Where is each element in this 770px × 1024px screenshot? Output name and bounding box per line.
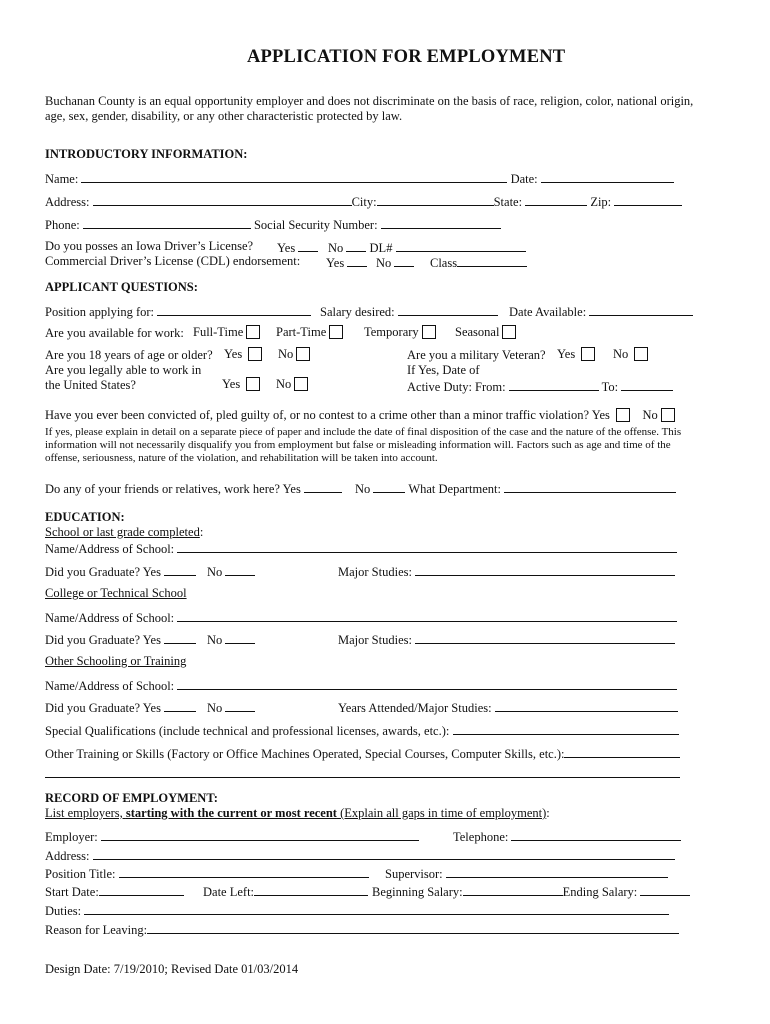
eeo-statement-line-2: age, sex, gender, disability, or any other characteristic protected by law. bbox=[45, 109, 403, 123]
position-field[interactable] bbox=[157, 303, 311, 316]
age-yes-checkbox[interactable] bbox=[248, 347, 262, 361]
date-label: Date: bbox=[510, 172, 538, 186]
ssn-field[interactable] bbox=[381, 216, 501, 229]
position-title-row bbox=[45, 865, 369, 882]
city-label: City: bbox=[351, 195, 377, 209]
school2-major-row bbox=[338, 631, 675, 648]
age-no-option bbox=[278, 347, 310, 362]
zip-label: Zip: bbox=[590, 195, 612, 209]
school2-graduate-label: Did you Graduate? Yes bbox=[45, 633, 161, 647]
school1-name-field[interactable] bbox=[177, 540, 677, 553]
special-qualifications-field[interactable] bbox=[453, 722, 679, 735]
school2-graduate-no-field[interactable] bbox=[225, 631, 255, 644]
active-duty-row bbox=[407, 378, 673, 395]
salary-row bbox=[320, 303, 498, 320]
ssn-label: Social Security Number: bbox=[253, 218, 378, 232]
beginning-salary-label: Beginning Salary: bbox=[372, 885, 463, 899]
age-no-checkbox[interactable] bbox=[296, 347, 310, 361]
school3-years-row bbox=[338, 699, 678, 716]
school3-graduate-row bbox=[45, 699, 196, 716]
relatives-row bbox=[45, 480, 342, 497]
school3-graduate-no-field[interactable] bbox=[225, 699, 255, 712]
ending-salary-label: Ending Salary: bbox=[562, 885, 638, 899]
dl-no-field[interactable] bbox=[346, 239, 366, 252]
legal-yes-label: Yes bbox=[222, 377, 241, 391]
veteran-question: Are you a military Veteran? bbox=[407, 348, 546, 362]
temporary-label: Temporary bbox=[364, 325, 419, 339]
name-label: Name: bbox=[45, 172, 79, 186]
date-left-field[interactable] bbox=[254, 883, 368, 896]
conviction-explain-line-2: information will not necessarily disqualify you from employment but false or misleading information will. Factors such as age and time of the bbox=[45, 439, 671, 451]
full-time-option bbox=[193, 325, 260, 340]
phone-field[interactable] bbox=[83, 216, 251, 229]
veteran-yes-checkbox[interactable] bbox=[581, 347, 595, 361]
school2-no-row bbox=[207, 631, 255, 648]
school1-graduate-row bbox=[45, 563, 196, 580]
availability-label: Are you available for work: bbox=[45, 326, 184, 340]
active-duty-to-field[interactable] bbox=[621, 378, 673, 391]
special-qualifications-label: Special Qualifications (include technical and professional licenses, awards, etc.): bbox=[45, 724, 450, 738]
city-field[interactable] bbox=[377, 193, 494, 206]
school3-no-row bbox=[207, 699, 255, 716]
date-available-label: Date Available: bbox=[509, 305, 587, 319]
school3-years-field[interactable] bbox=[495, 699, 678, 712]
part-time-label: Part-Time bbox=[276, 325, 327, 339]
salary-field[interactable] bbox=[398, 303, 498, 316]
dl-no-label: No bbox=[328, 241, 344, 255]
school1-graduate-no-field[interactable] bbox=[225, 563, 255, 576]
applicant-heading: APPLICANT QUESTIONS: bbox=[45, 280, 198, 294]
seasonal-option bbox=[455, 325, 516, 340]
conviction-question bbox=[45, 408, 675, 423]
position-title-field[interactable] bbox=[119, 865, 369, 878]
duties-field[interactable] bbox=[84, 902, 669, 915]
relatives-no-field[interactable] bbox=[373, 480, 405, 493]
position-row bbox=[45, 303, 311, 320]
cdl-class-option bbox=[430, 254, 527, 271]
employer-field[interactable] bbox=[101, 828, 419, 841]
beginning-salary-row bbox=[372, 883, 690, 900]
school2-name-row bbox=[45, 609, 677, 626]
legal-no-label: No bbox=[276, 377, 292, 391]
active-duty-date-label: If Yes, Date of bbox=[407, 363, 480, 377]
temporary-checkbox[interactable] bbox=[422, 325, 436, 339]
school2-graduate-row bbox=[45, 631, 196, 648]
school1-name-label: Name/Address of School: bbox=[45, 542, 175, 556]
employment-instr-suffix: (Explain all gaps in time of employment) bbox=[336, 806, 547, 820]
employer-address-label: Address: bbox=[45, 849, 90, 863]
school1-no-row bbox=[207, 563, 255, 580]
reason-field[interactable] bbox=[147, 921, 679, 934]
school3-years-label: Years Attended/Major Studies: bbox=[338, 701, 492, 715]
school3-name-field[interactable] bbox=[177, 677, 677, 690]
age-question: Are you 18 years of age or older? bbox=[45, 348, 213, 362]
phone-row bbox=[45, 216, 501, 233]
veteran-no-option bbox=[613, 347, 648, 362]
telephone-row bbox=[453, 828, 681, 845]
zip-field[interactable] bbox=[614, 193, 682, 206]
beginning-salary-field[interactable] bbox=[463, 883, 563, 896]
dl-number-field[interactable] bbox=[396, 239, 526, 252]
full-time-checkbox[interactable] bbox=[246, 325, 260, 339]
date-left-row bbox=[203, 883, 368, 900]
school3-graduate-label: Did you Graduate? Yes bbox=[45, 701, 161, 715]
conviction-question-text: Have you ever been convicted of, pled guilty of, or no contest to a crime other than a minor traffic violation? Yes bbox=[45, 408, 610, 422]
intro-heading: INTRODUCTORY INFORMATION: bbox=[45, 147, 248, 161]
cdl-yes-field[interactable] bbox=[347, 254, 367, 267]
other-training-field[interactable] bbox=[564, 745, 680, 758]
age-no-label: No bbox=[278, 347, 294, 361]
relatives-question: Do any of your friends or relatives, work here? Yes bbox=[45, 482, 301, 496]
name-field[interactable] bbox=[81, 170, 507, 183]
telephone-field[interactable] bbox=[511, 828, 681, 841]
school1-graduate-yes-field[interactable] bbox=[164, 563, 196, 576]
other-training-row bbox=[45, 745, 680, 762]
duties-label: Duties: bbox=[45, 904, 82, 918]
employer-label: Employer: bbox=[45, 830, 98, 844]
employment-heading: RECORD OF EMPLOYMENT: bbox=[45, 791, 218, 805]
seasonal-label: Seasonal bbox=[455, 325, 500, 339]
employer-row bbox=[45, 828, 419, 845]
part-time-checkbox[interactable] bbox=[329, 325, 343, 339]
employment-instr-prefix: List employers, bbox=[45, 806, 126, 820]
cdl-class-field[interactable] bbox=[457, 254, 527, 267]
cdl-no-option bbox=[376, 254, 414, 271]
veteran-no-label: No bbox=[613, 347, 629, 361]
school3-no-label: No bbox=[207, 701, 223, 715]
start-date-field[interactable] bbox=[99, 883, 184, 896]
date-available-field[interactable] bbox=[589, 303, 693, 316]
conviction-yes-checkbox[interactable] bbox=[616, 408, 630, 422]
dl-question: Do you posses an Iowa Driver’s License? bbox=[45, 239, 254, 253]
reason-row bbox=[45, 921, 679, 938]
seasonal-checkbox[interactable] bbox=[502, 325, 516, 339]
education-heading: EDUCATION: bbox=[45, 510, 125, 524]
cdl-no-label: No bbox=[376, 256, 392, 270]
name-row bbox=[45, 170, 674, 187]
school2-name-field[interactable] bbox=[177, 609, 677, 622]
active-duty-from-field[interactable] bbox=[509, 378, 599, 391]
school1-major-field[interactable] bbox=[415, 563, 675, 576]
legal-question-line-2: the United States? bbox=[45, 378, 136, 392]
legal-question-line-1: Are you legally able to work in bbox=[45, 363, 202, 377]
footer-design-date: Design Date: 7/19/2010; Revised Date 01/03/2014 bbox=[45, 962, 299, 976]
cdl-question: Commercial Driver’s License (CDL) endorsement: bbox=[45, 254, 301, 268]
supervisor-field[interactable] bbox=[446, 865, 668, 878]
employer-address-row bbox=[45, 847, 675, 864]
school2-major-field[interactable] bbox=[415, 631, 675, 644]
conviction-explain-line-1: If yes, please explain in detail on a separate piece of paper and include the date of final disposition of the case and the nature of the offense. This bbox=[45, 426, 682, 438]
legal-no-option bbox=[276, 377, 308, 392]
department-label: What Department: bbox=[408, 482, 501, 496]
school-last-label: School or last grade completed bbox=[45, 525, 200, 539]
cdl-no-field[interactable] bbox=[394, 254, 414, 267]
employment-instructions bbox=[45, 806, 550, 821]
relatives-yes-field[interactable] bbox=[304, 480, 342, 493]
supervisor-label: Supervisor: bbox=[385, 867, 443, 881]
school1-graduate-label: Did you Graduate? Yes bbox=[45, 565, 161, 579]
reason-label: Reason for Leaving: bbox=[45, 923, 148, 937]
ending-salary-field[interactable] bbox=[640, 883, 690, 896]
dl-number-label: DL# bbox=[369, 241, 393, 255]
cdl-yes-label: Yes bbox=[326, 256, 345, 270]
school1-major-label: Major Studies: bbox=[338, 565, 412, 579]
page-title: APPLICATION FOR EMPLOYMENT bbox=[247, 47, 566, 67]
school1-no-label: No bbox=[207, 565, 223, 579]
eeo-statement-line-1: Buchanan County is an equal opportunity employer and does not discriminate on the basis of race, religion, color, national origin, bbox=[45, 94, 694, 108]
dl-yes-label: Yes bbox=[277, 241, 296, 255]
state-label: State: bbox=[493, 195, 523, 209]
position-title-label: Position Title: bbox=[45, 867, 116, 881]
veteran-yes-label: Yes bbox=[557, 347, 576, 361]
active-duty-from-label: Active Duty: From: bbox=[407, 380, 506, 394]
date-field[interactable] bbox=[541, 170, 674, 183]
address-row bbox=[45, 193, 682, 210]
start-date-label: Start Date: bbox=[45, 885, 99, 899]
school3-graduate-yes-field[interactable] bbox=[164, 699, 196, 712]
conviction-explain-line-3: offense, seriousness, nature of the violation, and rehabilitation will be taken into account. bbox=[45, 452, 438, 464]
relatives-no-row bbox=[355, 480, 676, 497]
school-last-colon: : bbox=[199, 525, 204, 539]
veteran-yes-option bbox=[557, 347, 595, 362]
college-heading: College or Technical School bbox=[45, 586, 187, 600]
age-yes-option bbox=[224, 347, 262, 362]
salary-label: Salary desired: bbox=[320, 305, 395, 319]
school2-name-label: Name/Address of School: bbox=[45, 611, 175, 625]
school2-major-label: Major Studies: bbox=[338, 633, 412, 647]
school3-name-row bbox=[45, 677, 677, 694]
veteran-no-checkbox[interactable] bbox=[634, 347, 648, 361]
other-training-label: Other Training or Skills (Factory or Office Machines Operated, Special Courses, Computer Skills, etc.): bbox=[45, 747, 565, 761]
school-last-heading bbox=[45, 525, 203, 540]
department-field[interactable] bbox=[504, 480, 676, 493]
employment-instr-bold: starting with the current or most recent bbox=[125, 806, 337, 820]
cdl-yes-option bbox=[326, 254, 367, 271]
address-label: Address: bbox=[45, 195, 90, 209]
address-field[interactable] bbox=[93, 193, 352, 206]
full-time-label: Full-Time bbox=[193, 325, 244, 339]
school2-no-label: No bbox=[207, 633, 223, 647]
start-date-row bbox=[45, 883, 184, 900]
supervisor-row bbox=[385, 865, 668, 882]
date-available-row bbox=[509, 303, 693, 320]
legal-yes-option bbox=[222, 377, 260, 392]
dl-yes-field[interactable] bbox=[298, 239, 318, 252]
age-yes-label: Yes bbox=[224, 347, 243, 361]
employer-address-field[interactable] bbox=[93, 847, 675, 860]
cdl-class-label: Class bbox=[430, 256, 458, 270]
other-schooling-heading: Other Schooling or Training bbox=[45, 654, 187, 668]
state-field[interactable] bbox=[525, 193, 587, 206]
school3-name-label: Name/Address of School: bbox=[45, 679, 175, 693]
telephone-label: Telephone: bbox=[453, 830, 509, 844]
conviction-no-label: No bbox=[642, 408, 658, 422]
special-qualifications-row bbox=[45, 722, 679, 739]
school1-name-row bbox=[45, 540, 677, 557]
part-time-option bbox=[276, 325, 343, 340]
phone-label: Phone: bbox=[45, 218, 80, 232]
temporary-option bbox=[364, 325, 436, 340]
legal-yes-checkbox[interactable] bbox=[246, 377, 260, 391]
school1-major-row bbox=[338, 563, 675, 580]
active-duty-to-label: To: bbox=[601, 380, 619, 394]
relatives-no-label: No bbox=[355, 482, 371, 496]
other-training-line-2[interactable] bbox=[45, 777, 680, 778]
school2-graduate-yes-field[interactable] bbox=[164, 631, 196, 644]
duties-row bbox=[45, 902, 669, 919]
position-label: Position applying for: bbox=[45, 305, 155, 319]
employment-instr-colon: : bbox=[546, 806, 550, 820]
legal-no-checkbox[interactable] bbox=[294, 377, 308, 391]
conviction-no-checkbox[interactable] bbox=[661, 408, 675, 422]
date-left-label: Date Left: bbox=[203, 885, 255, 899]
